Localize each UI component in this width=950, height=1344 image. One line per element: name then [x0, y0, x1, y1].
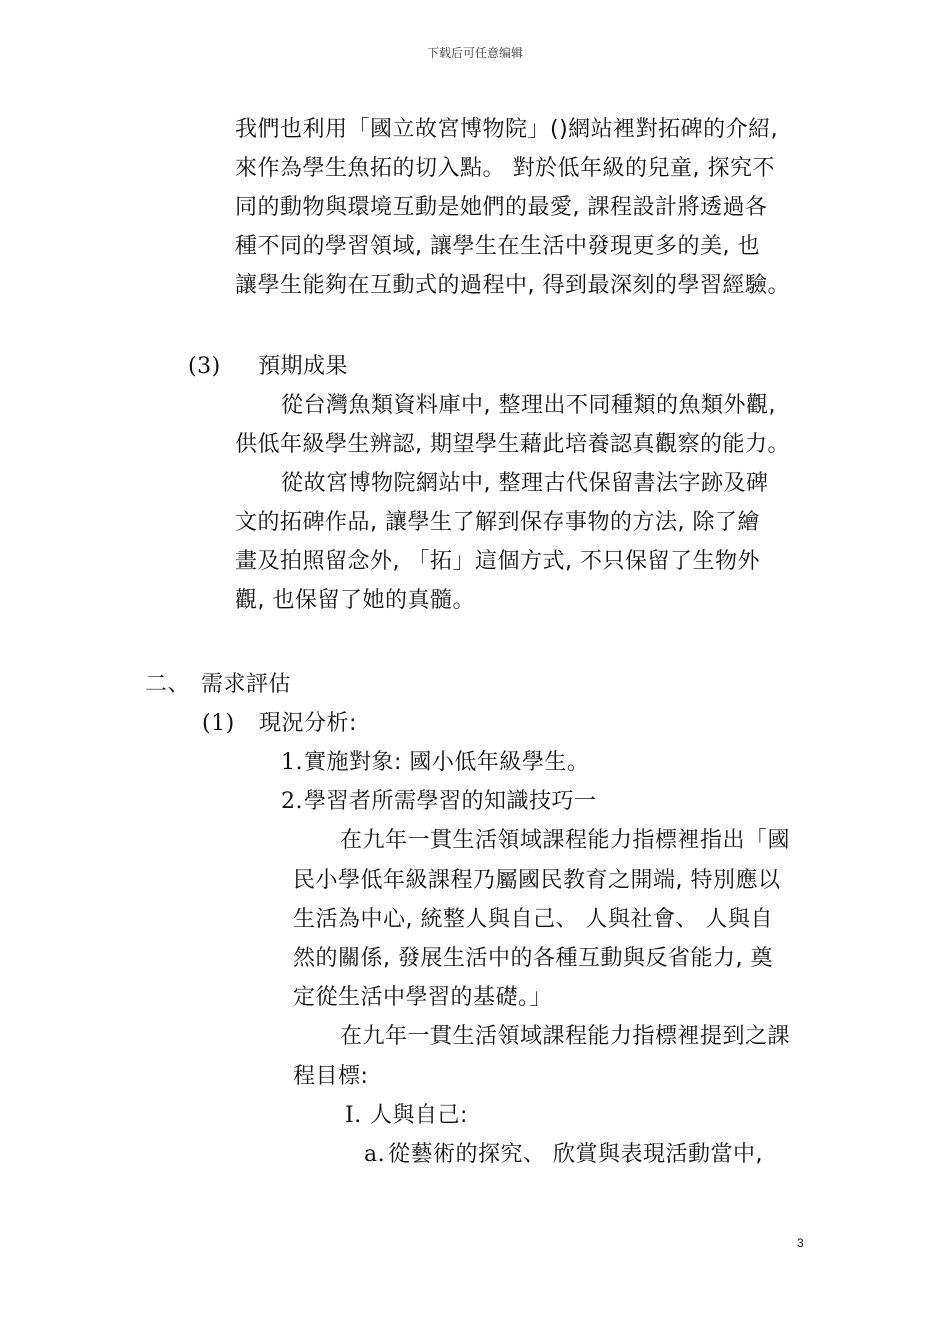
section2-heading: 需求評估	[201, 672, 292, 697]
intro-line-2: 來作為學生魚拓的切入點。 對於低年級的兒童, 探究不	[235, 156, 775, 181]
para2-line-2: 程目標:	[293, 1064, 369, 1089]
para1-line-5: 定從生活中學習的基礎。」	[293, 985, 553, 1010]
expected-line-6: 觀, 也保留了她的真髓。	[235, 588, 475, 613]
expected-line-4: 文的拓碑作品, 讓學生了解到保存事物的方法, 除了繪	[235, 510, 760, 535]
intro-line-1: 我們也利用「國立故宮博物院」()網站裡對拓碑的介紹,	[235, 117, 779, 142]
subsection-number: (1)	[202, 711, 235, 736]
expected-line-1: 從台灣魚類資料庫中, 整理出不同種類的魚類外觀,	[281, 393, 776, 418]
page-number: 3	[797, 1236, 804, 1250]
roman-item-number: Ⅰ.	[345, 1103, 362, 1128]
expected-number: (3)	[188, 354, 221, 379]
para1-line-4: 然的關係, 發展生活中的各種互動與反省能力, 奠	[293, 946, 773, 971]
alpha-item-text: 從藝術的探究、 欣賞與表現活動當中,	[388, 1142, 763, 1167]
page-header: 下载后可任意编辑	[426, 46, 523, 60]
item-1-number: 1.	[281, 750, 303, 775]
item-2-number: 2.	[281, 789, 303, 814]
para1-line-2: 民小學低年級課程乃屬國民教育之開端, 特別應以	[293, 868, 781, 893]
para1-line-3: 生活為中心, 統整人與自己、 人與社會、 人與自	[293, 907, 773, 932]
para2-line-1: 在九年一貫生活領域課程能力指標裡提到之課	[340, 1024, 791, 1049]
intro-line-3: 同的動物與環境互動是她們的最愛, 課程設計將透過各	[235, 195, 768, 220]
item-1-text: 實施對象: 國小低年級學生。	[304, 750, 590, 775]
expected-line-5: 畫及拍照留念外, 「拓」這個方式, 不只保留了生物外	[235, 549, 760, 574]
item-2-text: 學習者所需學習的知識技巧一	[304, 789, 597, 814]
section2-number: 二、	[145, 672, 191, 697]
expected-line-3: 從故宮博物院網站中, 整理古代保留書法字跡及碑	[281, 471, 769, 496]
roman-item-text: 人與自己:	[370, 1103, 468, 1128]
intro-line-4: 種不同的學習領域, 讓學生在生活中發現更多的美, 也	[235, 234, 760, 259]
expected-heading: 預期成果	[258, 354, 349, 379]
alpha-item-number: a.	[364, 1142, 386, 1167]
subsection-heading: 現況分析:	[259, 711, 357, 736]
intro-line-5: 讓學生能夠在互動式的過程中, 得到最深刻的學習經驗。	[235, 273, 790, 298]
expected-line-2: 供低年級學生辨認, 期望學生藉此培養認真觀察的能力。	[235, 432, 790, 457]
para1-line-1: 在九年一貫生活領域課程能力指標裡指出「國	[340, 828, 791, 853]
